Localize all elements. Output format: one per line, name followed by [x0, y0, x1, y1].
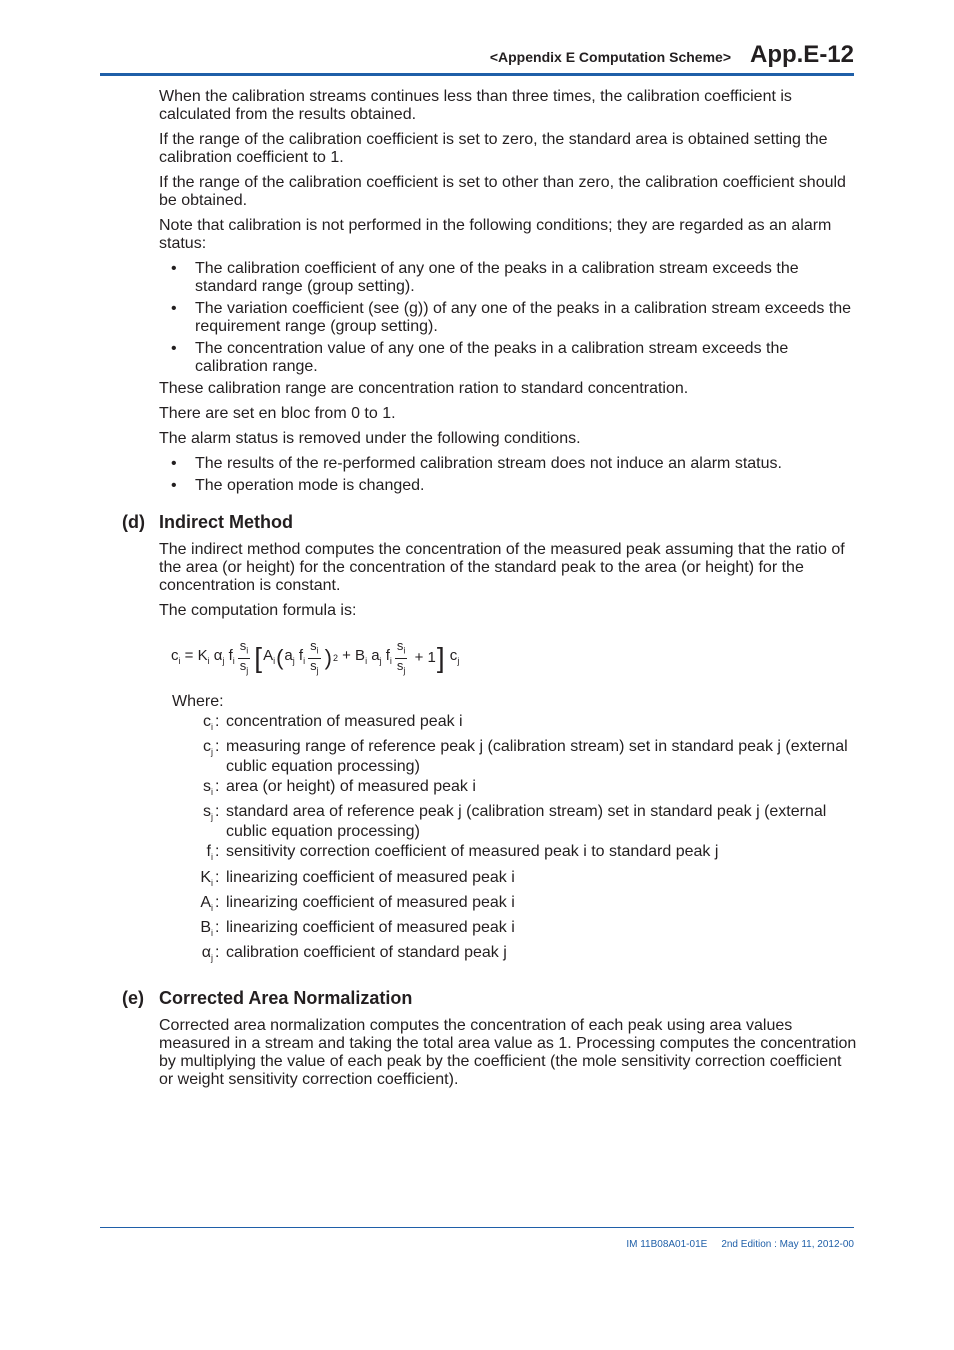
- definition-row: $K_i$ : linearizing coefficient of measured peak i: [188, 868, 859, 893]
- definition-text: standard area of reference peak j (calibration stream) set in standard peak j (external cublic equation processing): [226, 803, 827, 841]
- definition-text: linearizing coefficient of measured peak i: [226, 918, 515, 936]
- indirect-method-formula: $c_i = K_i$ $\alpha_j$ $f_i$ $\frac{s_i}{s_j}$ [ $A_i$ ( $a_j$ $f_i$ $\frac{s_i}{s_j}$ ) 2 + $B_i$ $a_j$ $f_i$ $\frac{s_i}{s_j}$ + 1 ] $c_j$: [171, 637, 460, 676]
- list-item: • The variation coefficient (see (g)) of any one of the peaks in a calibration stream exceeds the requirement range (group setting).: [159, 300, 859, 336]
- definition-text: linearizing coefficient of measured peak i: [226, 868, 515, 886]
- footer-rule: [100, 1227, 854, 1228]
- paragraph: If the range of the calibration coefficient is set to other than zero, the calibration coefficient should be obtained.: [159, 174, 846, 209]
- paragraph: If the range of the calibration coefficient is set to zero, the standard area is obtained setting the calibration coefficient to 1.: [159, 131, 828, 166]
- definition-row: $s_j$ : standard area of reference peak j (calibration stream) set in standard peak j (external cublic equation processing): [188, 802, 859, 842]
- definition-text: concentration of measured peak i: [226, 713, 463, 730]
- alarm-conditions-list: [159, 260, 859, 376]
- paragraph: When the calibration streams continues less than three times, the calibration coefficient is calculated from the results obtained.: [159, 88, 792, 123]
- definition-text: area (or height) of measured peak i: [226, 778, 476, 796]
- section-title: Indirect Method: [159, 512, 293, 532]
- paragraph: The indirect method computes the concentration of the measured peak assuming that the ratio of the area (or height) for the concentration of the standard peak to the area (or height) for the concentration is constant.: [159, 541, 845, 594]
- definition-text: calibration coefficient of standard peak j: [226, 944, 507, 962]
- definition-row: $B_i$ : linearizing coefficient of measured peak i: [188, 918, 859, 943]
- header-section-title: <Appendix E Computation Scheme>: [489, 49, 731, 65]
- paragraph: Note that calibration is not performed in the following conditions; they are regarded as an alarm status:: [159, 217, 832, 252]
- edition: 2nd Edition : May 11, 2012-00: [721, 1239, 854, 1250]
- definition-text: sensitivity correction coefficient of measured peak i to standard peak j: [226, 843, 719, 861]
- definition-row: $\alpha_j$ : calibration coefficient of standard peak j: [188, 943, 859, 968]
- definition-row: $s_i$ : area (or height) of measured peak i: [188, 777, 859, 802]
- paragraph: These calibration range are concentration ration to standard concentration.: [159, 380, 689, 397]
- list-item: • The results of the re-performed calibration stream does not induce an alarm status.: [159, 455, 859, 473]
- alarm-removal-list: [159, 455, 859, 495]
- definition-row: $c_i$ : concentration of measured peak i: [188, 712, 859, 737]
- definition-text: measuring range of reference peak j (calibration stream) set in standard peak j (external cublic equation processing): [226, 738, 848, 776]
- header-rule: [100, 73, 854, 76]
- definition-row: $f_i$ : sensitivity correction coefficient of measured peak i to standard peak j: [188, 842, 859, 867]
- footer: [626, 1239, 854, 1250]
- where-label: Where:: [172, 693, 224, 710]
- section-number: (d): [122, 512, 145, 532]
- symbol-definitions: [188, 712, 859, 968]
- page-number: App.E-12: [749, 41, 854, 68]
- paragraph: Corrected area normalization computes the concentration of each peak using area values measured in a stream and taking the total area value as 1. Processing computes the concentration by multiplying the value of each peak by the coefficient (the mole sensitivity correction coefficient or weight sensitivity correction coefficient).: [159, 1017, 857, 1089]
- paragraph: There are set en bloc from 0 to 1.: [159, 405, 396, 422]
- definition-text: linearizing coefficient of measured peak i: [226, 893, 515, 911]
- paragraph: The computation formula is:: [159, 602, 357, 619]
- list-item: • The operation mode is changed.: [159, 477, 859, 495]
- definition-row: $c_j$ : measuring range of reference peak j (calibration stream) set in standard peak j (external cublic equation processing): [188, 737, 859, 777]
- page-content: [122, 88, 859, 1096]
- section-heading-e: [122, 988, 859, 1009]
- section-heading-d: [122, 512, 859, 532]
- paragraph: The alarm status is removed under the following conditions.: [159, 430, 581, 447]
- section-number: (e): [122, 988, 144, 1009]
- definition-row: $A_i$ : linearizing coefficient of measured peak i: [188, 893, 859, 918]
- section-title: Corrected Area Normalization: [159, 988, 413, 1009]
- list-item: • The calibration coefficient of any one of the peaks in a calibration stream exceeds the standard range (group setting).: [159, 260, 859, 296]
- where-block: [172, 692, 859, 968]
- doc-id: IM 11B08A01-01E: [626, 1239, 708, 1250]
- list-item: • The concentration value of any one of the peaks in a calibration stream exceeds the calibration range.: [159, 340, 859, 376]
